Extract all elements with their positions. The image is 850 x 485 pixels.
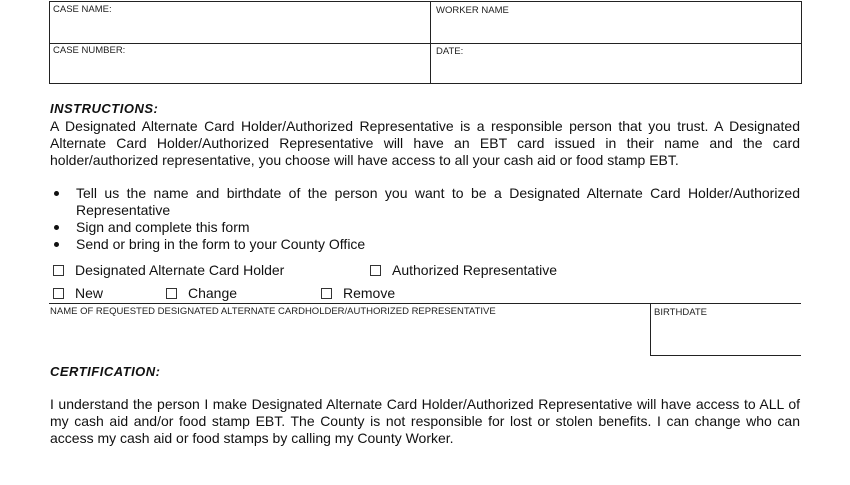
date-label: DATE:: [436, 46, 464, 57]
instructions-bullet-list: [50, 185, 800, 253]
change-option[interactable]: [166, 285, 237, 301]
worker-name-label: WORKER NAME: [436, 5, 509, 16]
new-label: New: [75, 285, 104, 301]
instructions-paragraph: A Designated Alternate Card Holder/Authorized Representative is a responsible person that you trust. A Designated Alternate Card Holder/Authorized Representative will have an EBT card issued in their name and the card holder/authorized representative, you choose will have access to all your cash aid or food stamp EBT.: [50, 118, 800, 168]
worker-name-field[interactable]: [436, 18, 800, 42]
authorized-representative-option[interactable]: [370, 262, 557, 278]
case-info-divider-horizontal: [49, 43, 802, 44]
birthdate-field[interactable]: [654, 322, 800, 350]
bullet-item: Tell us the name and birthdate of the person you want to be a Designated Alternate Card Holder/Authorized Representative: [50, 185, 800, 219]
change-label: Change: [188, 285, 238, 301]
requested-person-top-rule: [49, 303, 801, 304]
designated-alternate-card-holder-option[interactable]: [53, 262, 284, 278]
remove-option[interactable]: [321, 285, 395, 301]
case-name-field[interactable]: [53, 18, 427, 42]
certification-paragraph: I understand the person I make Designated Alternate Card Holder/Authorized Representative will have access to ALL of my cash aid and/or food stamp EBT. The County is not responsible for lost or stolen benefits. I can change who can access my cash aid or food stamps by calling my County Worker.: [50, 396, 800, 446]
requested-person-divider: [650, 303, 651, 355]
bullet-item: Send or bring in the form to your County Office: [50, 236, 800, 253]
bullet-item: Sign and complete this form: [50, 219, 800, 236]
date-field[interactable]: [436, 58, 800, 82]
authorized-representative-checkbox[interactable]: [370, 265, 381, 276]
case-number-label: CASE NUMBER:: [53, 45, 126, 56]
certification-heading: CERTIFICATION:: [50, 364, 161, 379]
remove-checkbox[interactable]: [321, 288, 332, 299]
birthdate-label: BIRTHDATE: [654, 307, 707, 318]
case-number-field[interactable]: [53, 58, 427, 82]
requested-person-name-field[interactable]: [50, 322, 648, 350]
change-checkbox[interactable]: [166, 288, 177, 299]
designated-alternate-card-holder-checkbox[interactable]: [53, 265, 64, 276]
instructions-heading: INSTRUCTIONS:: [50, 101, 159, 116]
new-option[interactable]: [53, 285, 103, 301]
remove-label: Remove: [343, 285, 396, 301]
requested-person-bottom-rule: [650, 355, 801, 356]
new-checkbox[interactable]: [53, 288, 64, 299]
authorized-representative-label: Authorized Representative: [392, 262, 557, 278]
designated-alternate-card-holder-label: Designated Alternate Card Holder: [75, 262, 285, 278]
requested-person-name-label: NAME OF REQUESTED DESIGNATED ALTERNATE CARDHOLDER/AUTHORIZED REPRESENTATIVE: [50, 306, 496, 317]
case-name-label: CASE NAME:: [53, 4, 112, 15]
